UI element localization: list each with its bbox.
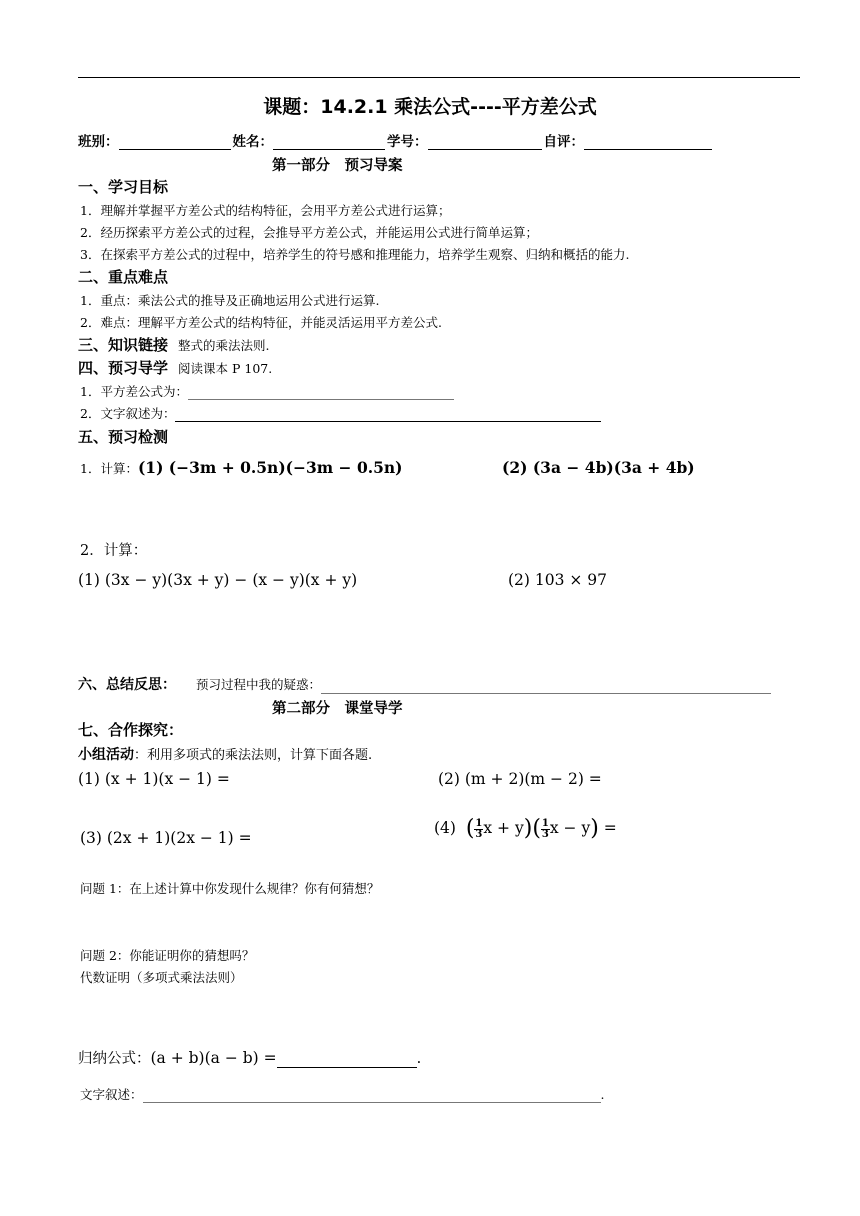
objective-2: 2．经历探索平方差公式的过程，会推导平方差公式，并能运用公式进行简单运算；	[80, 225, 538, 240]
section-3-title: 三、知识链接	[78, 336, 169, 354]
section-5-heading: 五、预习检测	[78, 428, 169, 446]
section-2-heading: 二、重点难点	[78, 268, 169, 286]
group-activity	[78, 744, 372, 764]
question-2: 问题 2：你能证明你的猜想吗？	[80, 948, 255, 963]
problem-1: (1) (x + 1)(x − 1) =	[78, 770, 230, 788]
top-rule	[78, 77, 800, 78]
question-1: 问题 1：在上述计算中你发现什么规律？你有何猜想？	[80, 881, 380, 896]
wording-label: 文字叙述：	[80, 1087, 143, 1102]
check-q1b: (2) (3a − 4b)(3a + 4b)	[502, 458, 695, 477]
id-label: 学号：	[387, 134, 428, 150]
check-q2b: (2) 103 × 97	[508, 571, 608, 589]
objective-1: 1．理解并掌握平方差公式的结构特征，会用平方差公式进行运算；	[80, 203, 451, 218]
key-point-2: 2．难点：理解平方差公式的结构特征，并能灵活运用平方差公式.	[80, 315, 442, 330]
formula-answer-blank[interactable]	[277, 1054, 417, 1068]
wording-row	[80, 1085, 605, 1103]
formula-blank[interactable]	[188, 386, 454, 400]
wording-answer-blank[interactable]	[143, 1089, 601, 1103]
preview-item-2	[80, 404, 601, 422]
section-4-heading	[78, 357, 272, 378]
problem-3: (3) (2x + 1)(2x − 1) =	[80, 829, 252, 847]
section-6-aside: 预习过程中我的疑惑：	[196, 677, 322, 692]
problem-4-part1: x + y	[483, 819, 524, 837]
part2-title: 第二部分 课堂导学	[272, 701, 403, 717]
check-q1-label: 1．计算：	[80, 461, 138, 476]
fraction-one-third-b: $\frac{1}{3}$	[541, 817, 549, 840]
problem-4-prefix: (4)	[434, 819, 456, 837]
check-q2a: (1) (3x − y)(3x + y) − (x − y)(x + y)	[78, 571, 358, 589]
proof-label: 代数证明（多项式乘法法则）	[80, 970, 243, 985]
problem-4: (4) ( $\frac{1}{3}$ x + y)( $\frac{1}{3}$ x − y) =	[434, 816, 617, 841]
check-q1a: (1) (−3m + 0.5n)(−3m − 0.5n)	[137, 458, 403, 477]
problem-4-part2: x − y	[549, 819, 591, 837]
formula-row	[78, 1047, 421, 1068]
problem-2: (2) (m + 2)(m − 2) =	[438, 770, 602, 788]
preview-item-1-label: 1．平方差公式为：	[80, 384, 188, 399]
eval-label: 自评：	[543, 134, 584, 150]
class-label: 班别：	[78, 134, 119, 150]
check-q2-label: 2．计算：	[80, 543, 148, 559]
name-field[interactable]	[273, 135, 385, 150]
formula-expression: (a + b)(a − b) =	[150, 1049, 277, 1067]
part1-title: 第一部分 预习导案	[272, 158, 403, 174]
section-3-heading	[78, 334, 270, 355]
problem-4-suffix: =	[603, 819, 617, 837]
fraction-one-third-a: $\frac{1}{3}$	[475, 817, 483, 840]
wording-end: .	[600, 1087, 605, 1102]
section-3-aside: 整式的乘法法则.	[178, 338, 270, 353]
wording-blank[interactable]	[175, 408, 601, 422]
group-activity-text: ：利用多项式的乘法法则，计算下面各题.	[134, 748, 373, 763]
page-title: 课题：14.2.1 乘法公式----平方差公式	[263, 96, 597, 118]
check-q1	[80, 458, 403, 477]
student-info-row	[78, 130, 714, 150]
section-7-heading: 七、合作探究：	[78, 721, 184, 739]
reflection-blank[interactable]	[321, 680, 771, 694]
section-1-heading: 一、学习目标	[78, 178, 169, 196]
id-field[interactable]	[428, 135, 542, 150]
section-6-heading	[78, 674, 771, 694]
class-field[interactable]	[119, 135, 231, 150]
section-4-title: 四、预习导学	[78, 359, 169, 377]
key-point-1: 1．重点：乘法公式的推导及正确地运用公式进行运算.	[80, 293, 380, 308]
preview-item-1	[80, 382, 454, 400]
formula-label: 归纳公式：	[78, 1051, 151, 1067]
formula-end: .	[416, 1051, 422, 1067]
name-label: 姓名：	[232, 134, 273, 150]
group-activity-label: 小组活动	[78, 747, 134, 763]
section-4-aside: 阅读课本 P 107.	[178, 361, 273, 376]
eval-field[interactable]	[584, 135, 712, 150]
section-6-title: 六、总结反思：	[78, 677, 176, 693]
preview-item-2-label: 2．文字叙述为：	[80, 406, 176, 421]
objective-3: 3．在探索平方差公式的过程中，培养学生的符号感和推理能力，培养学生观察、归纳和概括的能力.	[80, 247, 630, 262]
